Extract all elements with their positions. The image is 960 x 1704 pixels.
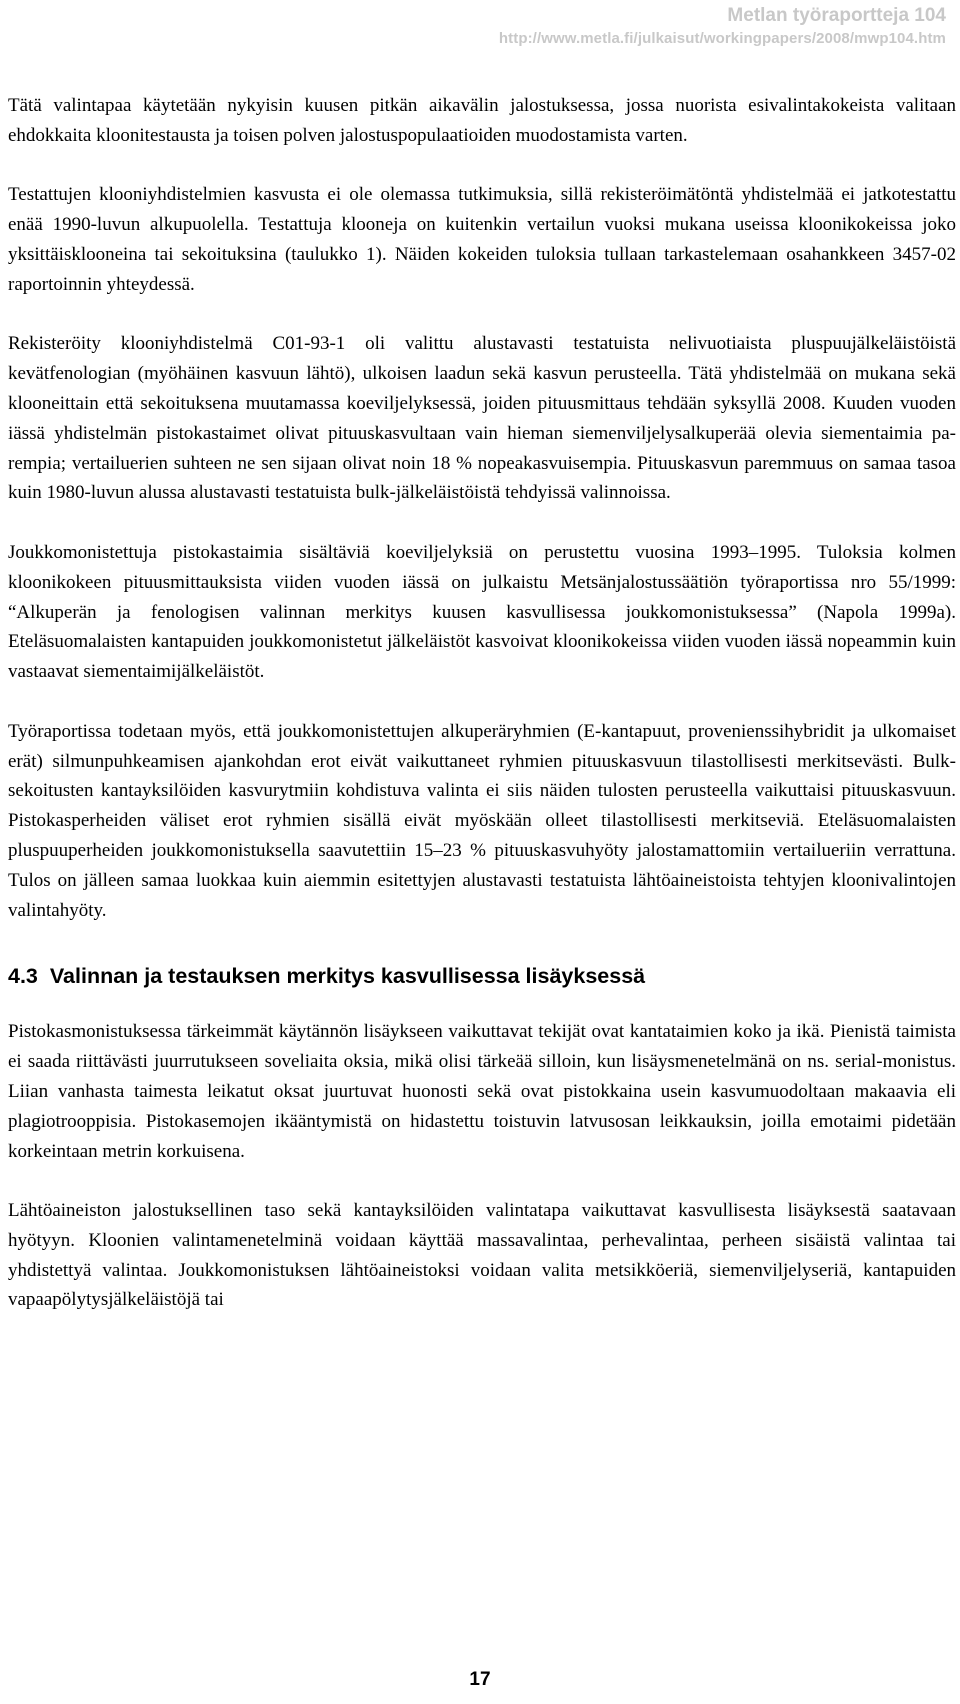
paragraph: Työraportissa todetaan myös, että joukkomonistettujen alkuperäryhmien (E-kantapuut, provenienssihybridit ja ulkomaiset erät) silmunpuhkeamisen ajankohdan erot eivät vaikuttaneet ryhmien pituuskasvuun tilastollisesti merkitsevästi. Bulk-sekoitusten kantayksilöiden kasvurytmiin kohdistuva valinta ei siis näiden tulosten perusteella vaikuttaisi pituuskasvuun. Pistokasperheiden väliset erot ryhmien sisällä eivät myöskään olleet tilastollisesti merkitseviä. Eteläsuomalaisten pluspuuperheiden joukkomonistuksella saavutettiin 15–23 % pituuskasvuhyöty jalostamattomiin vertailueriin verrattuna. Tulos on jälleen samaa luokkaa kuin aiemmin esitettyjen alustavasti testatuista lähtöaineistoista tehtyjen kloonivalintojen valintahyöty. (8, 720, 956, 921)
paragraph: Joukkomonistettuja pistokastaimia sisältäviä koeviljelyksiä on perustettu vuosina 1993–1995. Tuloksia kolmen kloonikokeen pituusmittauksista viiden vuoden iässä on julkaistu Metsänjalostussäätiön työraportissa nro 55/1999: “Alkuperän ja fenologisen valinnan merkitys kuusen kasvullisessa joukkomonistuksessa” (Napola 1999a). Eteläsuomalaisten kantapuiden joukkomonistetut jälkeläistöt kasvoivat kloonikokeissa viiden vuoden iässä nopeammin kuin vastaavat siementaimijälkeläistöt. (8, 541, 956, 683)
page-header (499, 4, 946, 50)
paragraph: Lähtöaineiston jalostuksellinen taso sekä kantayksilöiden valintatapa vaikuttavat kasvullisesta lisäyksestä saatavaan hyötyyn. Kloonien valintamenetelminä voidaan käyttää massavalintaa, perhevalintaa, perheen sisäistä valintaa tai yhdistettyä valintaa. Joukkomonistuksen lähtöaineistoksi voidaan valita metsikköeriä, siemenviljelyseriä, kantapuiden vapaapölytysjälkeläistöjä tai (8, 1200, 956, 1311)
body-text (8, 91, 956, 1315)
paragraph: Rekisteröity klooniyhdistelmä C01-93-1 oli valittu alustavasti testatuista nelivuotiaista pluspuujälkeläistöistä kevätfenologian (myöhäinen kasvuun lähtö), ulkoisen laadun sekä kasvun perusteella. Tätä yhdistelmää on mukana sekä klooneittain että sekoituksena muutamassa koeviljelyksessä, joiden pituusmittaus tehdään syksyllä 2008. Kuuden vuoden iässä yhdistelmän pistokastaimet olivat pituuskasvultaan vain hieman siemenviljelysalkuperää olevia siementaimia parempia; vertailuerien suhteen ne sen sijaan olivat noin 18 % nopeakasvuisempia. Pituuskasvun paremmuus on samaa tasoa kuin 1980-luvun alussa alustavasti testatuista bulk-jälkeläistöistä tehdyissä valinnoissa. (8, 333, 956, 504)
section-title: Valinnan ja testauksen merkitys kasvullisessa lisäyksessä (49, 964, 646, 989)
paragraph: Testattujen klooniyhdistelmien kasvusta ei ole olemassa tutkimuksia, sillä rekisteröimätöntä yhdistelmää ei jatkotestattu enää 1990-luvun alkupuolella. Testattuja klooneja on kuitenkin vertailun vuoksi mukana useissa kloonikokeissa joko yksittäisklooneina tai sekoituksina (taulukko 1). Näiden kokeiden tuloksia tullaan tarkastelemaan osahankkeen 3457-02 raportoinnin yhteydessä. (8, 184, 956, 295)
series-title: Metlan työraportteja 104 (727, 5, 946, 26)
section-number: 4.3 (8, 964, 38, 989)
publication-url[interactable]: http://www.metla.fi/julkaisut/workingpapers/2008/mwp104.htm (498, 30, 946, 47)
section-heading (8, 961, 956, 991)
paragraph: Pistokasmonistuksessa tärkeimmät käytännön lisäykseen vaikuttavat tekijät ovat kantataimien koko ja ikä. Pienistä taimista ei saada riittävästi juurrutukseen soveliaita oksia, mikä olisi tärkeää silloin, kun lisäysmenetelmänä on ns. serial-monistus. Liian vanhasta taimesta leikatut oksat juurtuvat huonosti sekä ovat pistokkaina usein kasvumuodoltaan makaavia eli plagiotrooppisia. Pistokasemojen ikääntymistä on hidastettu toistuvin latvusosan leikkauksin, joilla emotaimi pidetään korkeintaan metrin korkuisena. (8, 1021, 956, 1162)
paragraph: Tätä valintapaa käytetään nykyisin kuusen pitkän aikavälin jalostuksessa, jossa nuorista esivalintakokeista valitaan ehdokkaita kloonitestausta ja toisen polven jalostuspopulaatioiden muodostamista varten. (8, 95, 956, 146)
page-number: 17 (469, 1669, 491, 1690)
